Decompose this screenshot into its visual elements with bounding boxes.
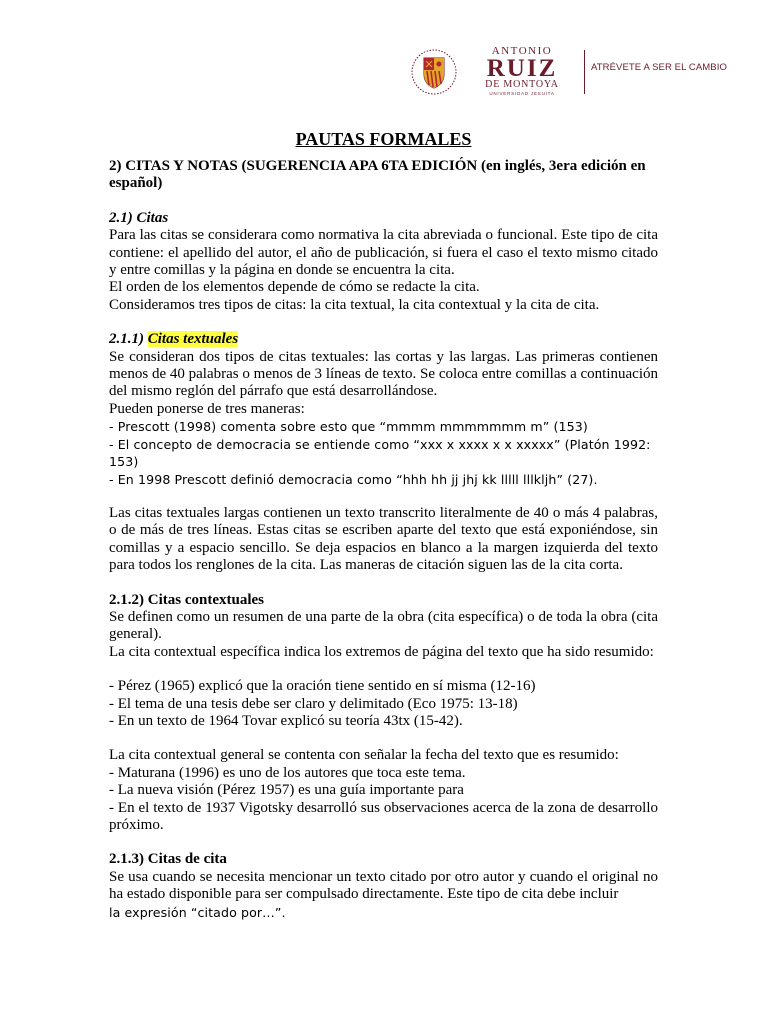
section-2-1-heading: 2.1) Citas [109,209,169,226]
list-item: - Maturana (1996) es uno de los autores que toca este tema. [109,764,466,781]
section-2-1-1-heading [109,331,658,348]
brand-main: RUIZ [486,55,558,82]
paragraph: Pueden ponerse de tres maneras: [109,400,305,417]
highlighted-label: Citas textuales [147,331,239,348]
section-2-heading: 2) CITAS Y NOTAS (SUGERENCIA APA 6TA EDICIÓN (en inglés, 3era edición en español) [109,158,646,192]
logo-divider [584,50,585,94]
brand-name [462,46,582,97]
section-2-1-2-heading: 2.1.2) Citas contextuales [109,591,264,608]
paragraph: Se definen como un resumen de una parte de la obra (cita específica) o de toda la obra (cita general). [109,608,658,643]
brand-small: UNIVERSIDAD JESUITA [489,91,555,96]
shield-icon [410,48,458,96]
university-logo [410,45,727,98]
page-title: PAUTAS FORMALES [295,129,472,149]
list-item: - En el texto de 1937 Vigotsky desarrolló sus observaciones acerca de la zona de desarrollo próximo. [109,799,658,833]
paragraph: Las citas textuales largas contienen un texto transcrito literalmente de 40 o más 4 palabras, o de más de tres líneas. Estas citas se escriben aparte del texto que está exponiéndose, sin comillas y a espacio sencillo. Se deja espacios en blanco a la margen izquierda del texto para todos los renglones de la cita. Las maneras de citación siguen las de la cita corta. [109,504,658,574]
list-item: - La nueva visión (Pérez 1957) es una guía importante para [109,782,464,799]
section-number: 2.1.1) [109,331,148,348]
paragraph: Consideramos tres tipos de citas: la cita textual, la cita contextual y la cita de cita. [109,296,600,313]
section-2-1-3-heading: 2.1.3) Citas de cita [109,851,227,868]
paragraph: la expresión “citado por…”. [109,904,286,920]
list-item: - El concepto de democracia se entiende como “xxx x xxxx x x xxxxx” (Platón 1992: 153) [109,436,651,470]
brand-top: ANTONIO [491,45,553,57]
brand-sub: DE MONTOYA [485,79,559,90]
list-item: - En 1998 Prescott definió democracia como “hhh hh jj jhj kk lllll lllkljh” (27). [109,471,598,487]
paragraph: La cita contextual general se contenta con señalar la fecha del texto que es resumido: [109,747,619,764]
list-item: - Prescott (1998) comenta sobre esto que “mmmm mmmmmmm m” (153) [109,419,588,435]
list-item: - En un texto de 1964 Tovar explicó su teoría 43tx (15-42). [109,712,463,729]
paragraph: El orden de los elementos depende de cómo se redacte la cita. [109,279,480,296]
paragraph: Para las citas se considerara como normativa la cita abreviada o funcional. Este tipo de cita contiene: el apellido del autor, el año de publicación, si fuera el caso el texto mismo citado y entre comillas y la página en donde se encuentra la cita. [109,227,658,279]
list-item: - El tema de una tesis debe ser claro y delimitado (Eco 1975: 13-18) [109,695,518,712]
slogan: ATRÉVETE A SER EL CAMBIO [591,62,727,73]
document-body [109,128,658,921]
list-item: - Pérez (1965) explicó que la oración tiene sentido en sí misma (12-16) [109,678,536,695]
paragraph: Se consideran dos tipos de citas textuales: las cortas y las largas. Las primeras contienen menos de 40 palabras o menos de 3 líneas de texto. Se coloca entre comillas a continuación del mismo reglón del párrafo que está desarrollándose. [109,348,658,400]
paragraph: La cita contextual específica indica los extremos de página del texto que ha sido resumido: [109,643,654,660]
paragraph: Se usa cuando se necesita mencionar un texto citado por otro autor y cuando el original no ha estado disponible para ser compulsado directamente. Este tipo de cita debe incluir [109,868,658,903]
